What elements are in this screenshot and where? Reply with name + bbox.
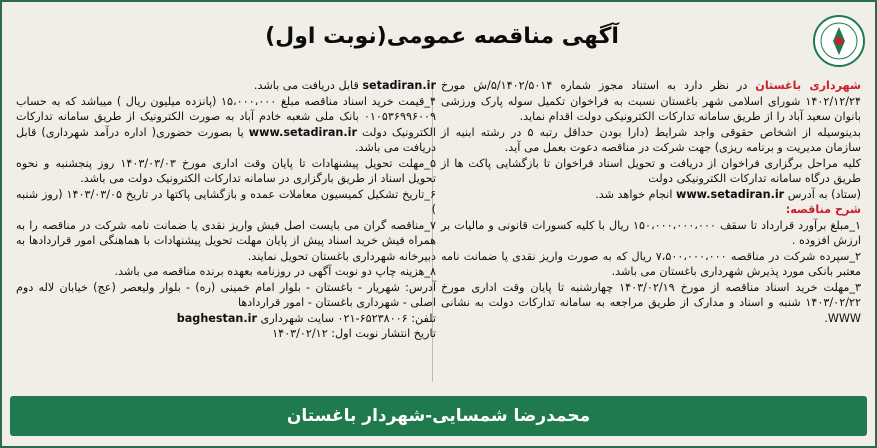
term-7: ۷_مناقصه گران می بایست اصل فیش واریز نقدی یا ضمانت نامه شرکت در مناقصه را به همراه فیش خرید اسناد پیش از پایان مهلت تحویل پیشنهادات با هماهنگی امور قراردادها به دبیرخانه شهرداری باغستان تحویل نمایند. [16, 218, 436, 263]
term-1: ۱_مبلغ برآورد قرارداد تا سقف ۱۵۰،۰۰۰،۰۰۰،۰۰۰ ریال با کلیه کسورات قانونی و مالیات بر ارزش افزوده . [441, 218, 861, 247]
term-6: ۶_تاریخ تشکیل کمیسیون معاملات عمده و بازگشایی پاکتها در تاریخ ۱۴۰۳/۰۳/۰۵ (روز شنبه ) [16, 187, 436, 216]
notice-title: آگهی مناقصه عمومی(نوبت اول) [265, 24, 619, 49]
left-column [16, 78, 436, 384]
term-3-continued [16, 78, 436, 94]
right-column [441, 78, 861, 384]
term-4 [16, 94, 436, 156]
setad-link-2[interactable]: www.setadiran.ir [248, 125, 357, 139]
process-text-c: انجام خواهد شد. [595, 187, 677, 201]
term-8: ۸_هزینه چاپ دو نوبت آگهی در روزنامه بعهده برنده مناقصه می باشد. [114, 265, 436, 278]
setad-link[interactable]: www.setadiran.ir [676, 187, 785, 201]
intro-text: در نظر دارد به استناد مجوز شماره ۵/۱۴۰۲/۵۰۱۴/ش مورخ ۱۴۰۲/۱۲/۲۴ شورای اسلامی شهر باغستان نسبت به فراخوان تکمیل سوله پارک ورزشی بانوان سعید آباد را از طریق سامانه تدارکات الکترونیکی دولت اقدام نماید. [441, 79, 861, 123]
process-text-b: (ستاد) به آدرس [784, 187, 861, 201]
term-3-tail: قابل دریافت می باشد. [253, 79, 363, 92]
term-5: ۵_مهلت تحویل پیشنهادات تا پایان وقت اداری مورخ ۱۴۰۳/۰۳/۰۳ روز پنجشنبه و نحوه تحویل اسناد از طریق بارگزاری در سامانه تدارکات الکترونیک دولت می باشد. [16, 156, 436, 185]
term-2: ۲_سپرده شرکت در مناقصه ۷،۵۰۰،۰۰۰،۰۰۰ ریال که به صورت واریز نقدی یا ضمانت نامه معتبر بانکی مورد پذیرش شهرداری باغستان می باشد. [441, 249, 861, 278]
process-text: کلیه مراحل برگزاری فراخوان از دریافت و تحویل اسناد فراخوان تا بازگشایی پاکت ها از طریق درگاه سامانه تدارکات الکترونیکی دولت [441, 156, 861, 185]
signature-banner: محمدرضا شمسایی-شهردار باغستان [10, 396, 867, 436]
process-paragraph [441, 156, 861, 203]
invitation-paragraph: بدینوسیله از اشخاص حقوقی واجد شرایط (دارا بودن حداقل رتبه ۵ در رشته ابنیه از سازمان مدیریت و برنامه ریزی) جهت شرکت در مناقصه دعوت بعمل می آید. [441, 125, 861, 154]
notice-header [62, 8, 874, 70]
address: آدرس: شهریار - باغستان - بلوار امام خمینی (ره) - بلوار ولیعصر (عج) خیابان لاله دوم اصلی - شهرداری باغستان - امور قراردادها [16, 280, 436, 309]
term-4-text: ۴_قیمت خرید اسناد مناقصه مبلغ ۱۵،۰۰۰،۰۰۰ (پانزده میلیون ریال ) میباشد که به حساب ۰۱۰۵۳۶۹۹۶۰۰۹ بانک ملی شعبه خادم آباد به صورت الکترونیک از طریق سامانه تدارکات الکترونیک دولت [16, 94, 437, 139]
org-name: شهرداری باغستان [755, 79, 861, 92]
phone-line [16, 311, 436, 327]
term-4-tail: یا بصورت حضوری( اداره درآمد شهرداری) قابل دریافت می باشد. [16, 125, 436, 154]
publish-date: تاریخ انتشار نوبت اول: ۱۴۰۳/۰۲/۱۲ [272, 327, 436, 340]
phone-text: تلفن: ۶۵۲۳۸۰۰۶-۰۲۱ سایت شهرداری [257, 311, 436, 325]
municipality-site-link[interactable]: baghestan.ir [176, 311, 257, 325]
terms-heading: شرح مناقصه: [785, 203, 861, 216]
notice-body [12, 78, 867, 384]
intro-paragraph [441, 78, 861, 125]
term-3: ۳_مهلت خرید اسناد مناقصه از مورخ ۱۴۰۳/۰۲/۱۹ چهارشنبه تا پایان وقت اداری مورخ ۱۴۰۳/۰۲/۲۲ شنبه و اسناد و مدارک از طریق مراجعه به سامانه تدارکات دولت به نشانی WWW. [441, 280, 861, 325]
municipality-logo-icon [812, 14, 866, 68]
setad-link-short[interactable]: setadiran.ir [362, 79, 436, 92]
